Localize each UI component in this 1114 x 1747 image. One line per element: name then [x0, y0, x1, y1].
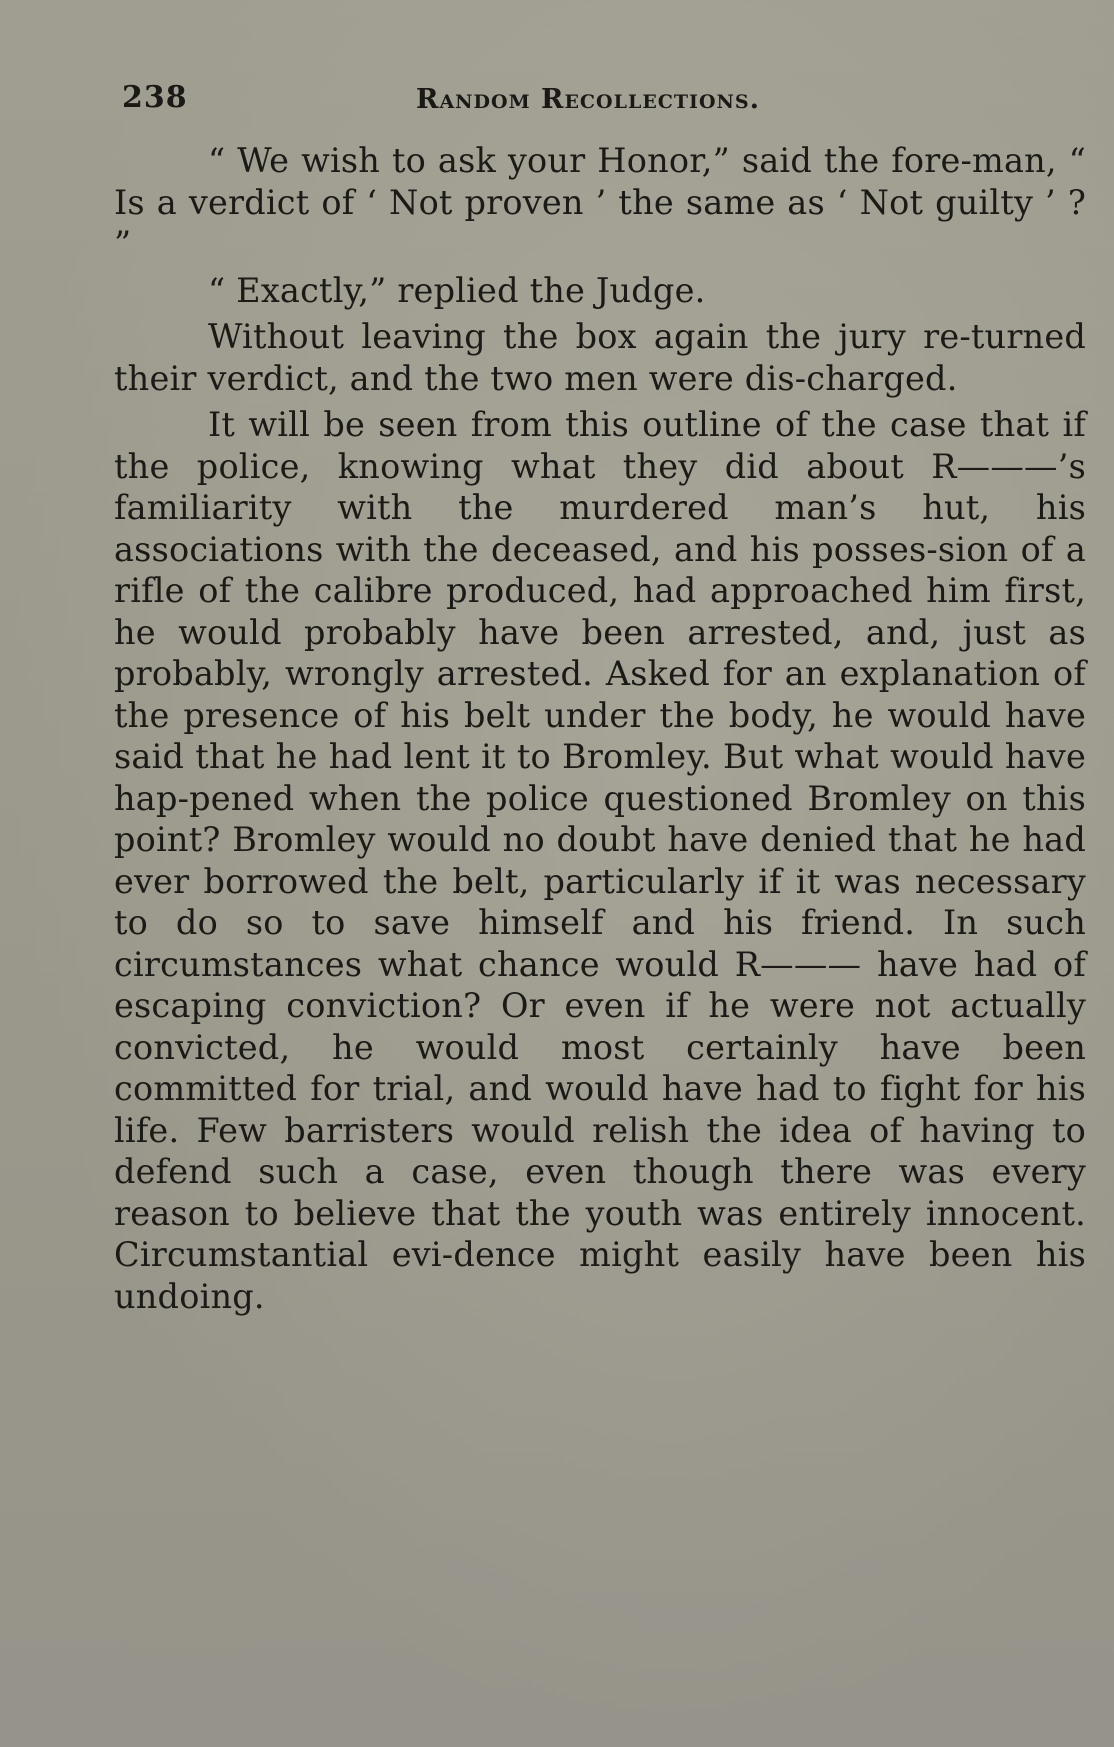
paragraph: It will be seen from this outline of the case that if the police, knowing what they did about R———’s familiarity with the murdered man’s hut, his associations with the deceased, and his posses-sion of a rifle of the calibre produced, had approached him first, he would probably have been arrested, and, just as probably, wrongly arrested. Asked for an explanation of the presence of his belt under the body, he would have said that he had lent it to Bromley. But what would have hap-pened when the police questioned Bromley on this point? Bromley would no doubt have denied that he had ever borrowed the belt, particularly if it was necessary to do so to save himself and his friend. In such circumstances what chance would R——— have had of escaping conviction? Or even if he were not actually convicted, he would most certainly have been committed for trial, and would have had to fight for his life. Few barristers would relish the idea of having to defend such a case, even though there was every reason to believe that the youth was entirely innocent. Circumstantial evi-dence might easily have been his undoing.	[114, 405, 1086, 1316]
paragraph: “ Exactly,” replied the Judge.	[208, 270, 706, 310]
page-header	[0, 80, 1114, 130]
paragraph: “ We wish to ask your Honor,” said the fore-man, “ Is a verdict of ‘ Not proven ’ the same as ‘ Not guilty ’ ? ”	[114, 141, 1086, 263]
running-head: Random Recollections.	[416, 84, 760, 115]
paragraph: Without leaving the box again the jury re-turned their verdict, and the two men were dis-charged.	[114, 317, 1086, 398]
body-text	[114, 140, 1086, 1317]
page-number: 238	[122, 80, 188, 115]
